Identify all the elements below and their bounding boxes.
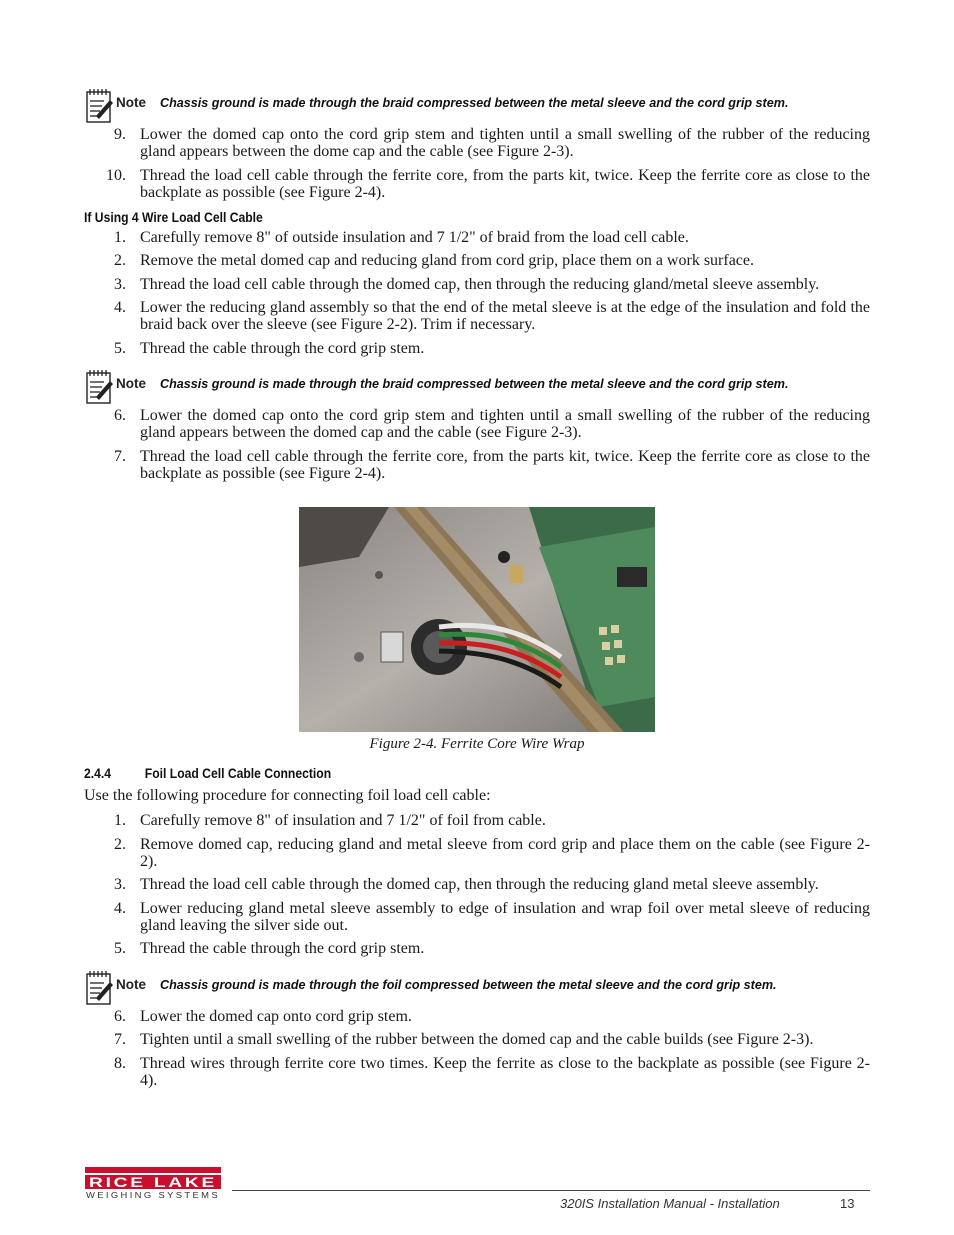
item-number: 5. [114,940,126,957]
item-number: 4. [114,900,126,917]
item-number: 3. [114,876,126,893]
item-text: Thread the load cell cable through the domed cap, then through the reducing gland/metal sleeve assembly. [140,276,820,293]
note-label: Note [116,977,146,992]
item-text: Thread the cable through the cord grip stem. [140,940,425,957]
item-text: Carefully remove 8" of insulation and 7 1/2" of foil from cable. [140,812,546,829]
item-number: 10. [106,167,126,184]
item-number: 8. [114,1055,126,1072]
item-text: Lower the domed cap onto the cord grip stem and tighten until a small swelling of the rubber of the reducing gland appears between the domed cap and the cable (see Figure 2-3). [140,407,870,441]
footer-manual-title: 320IS Installation Manual - Installation [560,1196,780,1211]
note-label: Note [116,376,146,391]
item-text: Thread the load cell cable through the ferrite core, from the parts kit, twice. Keep the ferrite core as close to the backplate as possible (see Figure 2-4). [140,167,870,201]
notepad-icon [84,369,114,405]
item-number: 6. [114,1008,126,1025]
logo-wordmark: RICE LAKE [89,1174,217,1190]
item-text: Lower reducing gland metal sleeve assembly to edge of insulation and wrap foil over metal sleeve of reducing gland leaving the silver side out. [140,900,870,934]
item-number: 4. [114,299,126,316]
item-text: Tighten until a small swelling of the rubber between the domed cap and the cable builds (see Figure 2-3). [140,1031,814,1048]
footer-rule [232,1190,870,1191]
note-callout [84,369,874,405]
item-number: 2. [114,836,126,853]
item-text: Thread the load cell cable through the domed cap, then through the reducing gland metal sleeve assembly. [140,876,819,893]
note-text: Chassis ground is made through the braid compressed between the metal sleeve and the cord grip stem. [160,377,789,391]
item-number: 5. [114,340,126,357]
item-number: 1. [114,812,126,829]
section-heading [84,766,331,781]
item-text: Remove the metal domed cap and reducing gland from cord grip, place them on a work surface. [140,252,754,269]
item-number: 2. [114,252,126,269]
note-callout [84,88,874,124]
note-text: Chassis ground is made through the braid compressed between the metal sleeve and the cord grip stem. [160,96,789,110]
section-number: 2.4.4 [84,766,112,781]
page-number: 13 [840,1196,855,1211]
subheading: If Using 4 Wire Load Cell Cable [84,210,263,225]
item-number: 6. [114,407,126,424]
section-title: Foil Load Cell Cable Connection [144,766,332,781]
item-text: Thread the load cell cable through the ferrite core, from the parts kit, twice. Keep the ferrite core as close to the backplate as possible (see Figure 2-4). [140,448,870,482]
item-text: Carefully remove 8" of outside insulation and 7 1/2" of braid from the load cell cable. [140,229,689,246]
item-number: 1. [114,229,126,246]
item-text: Thread the cable through the cord grip stem. [140,340,425,357]
item-number: 7. [114,1031,126,1048]
notepad-icon [84,970,114,1006]
note-label: Note [116,95,146,110]
rice-lake-logo [85,1167,225,1206]
logo-tagline: WEIGHING SYSTEMS [86,1191,220,1200]
item-text: Lower the domed cap onto the cord grip stem and tighten until a small swelling of the rubber of the reducing gland appears between the dome cap and the cable (see Figure 2-3). [140,126,870,160]
figure-caption: Figure 2-4. Ferrite Core Wire Wrap [369,736,585,752]
note-callout [84,970,874,1006]
item-number: 3. [114,276,126,293]
item-text: Lower the domed cap onto cord grip stem. [140,1008,412,1025]
notepad-icon [84,88,114,124]
item-text: Lower the reducing gland assembly so that the end of the metal sleeve is at the edge of the insulation and fold the braid back over the sleeve (see Figure 2-2). Trim if necessary. [140,299,870,333]
note-text: Chassis ground is made through the foil compressed between the metal sleeve and the cord grip stem. [160,978,777,992]
item-number: 9. [114,126,126,143]
item-text: Thread wires through ferrite core two times. Keep the ferrite as close to the backplate as possible (see Figure 2-4). [140,1055,870,1089]
ferrite-core-photo [299,507,655,732]
intro-paragraph: Use the following procedure for connecting foil load cell cable: [84,787,491,804]
item-number: 7. [114,448,126,465]
item-text: Remove domed cap, reducing gland and metal sleeve from cord grip and place them on the cable (see Figure 2-2). [140,836,870,870]
